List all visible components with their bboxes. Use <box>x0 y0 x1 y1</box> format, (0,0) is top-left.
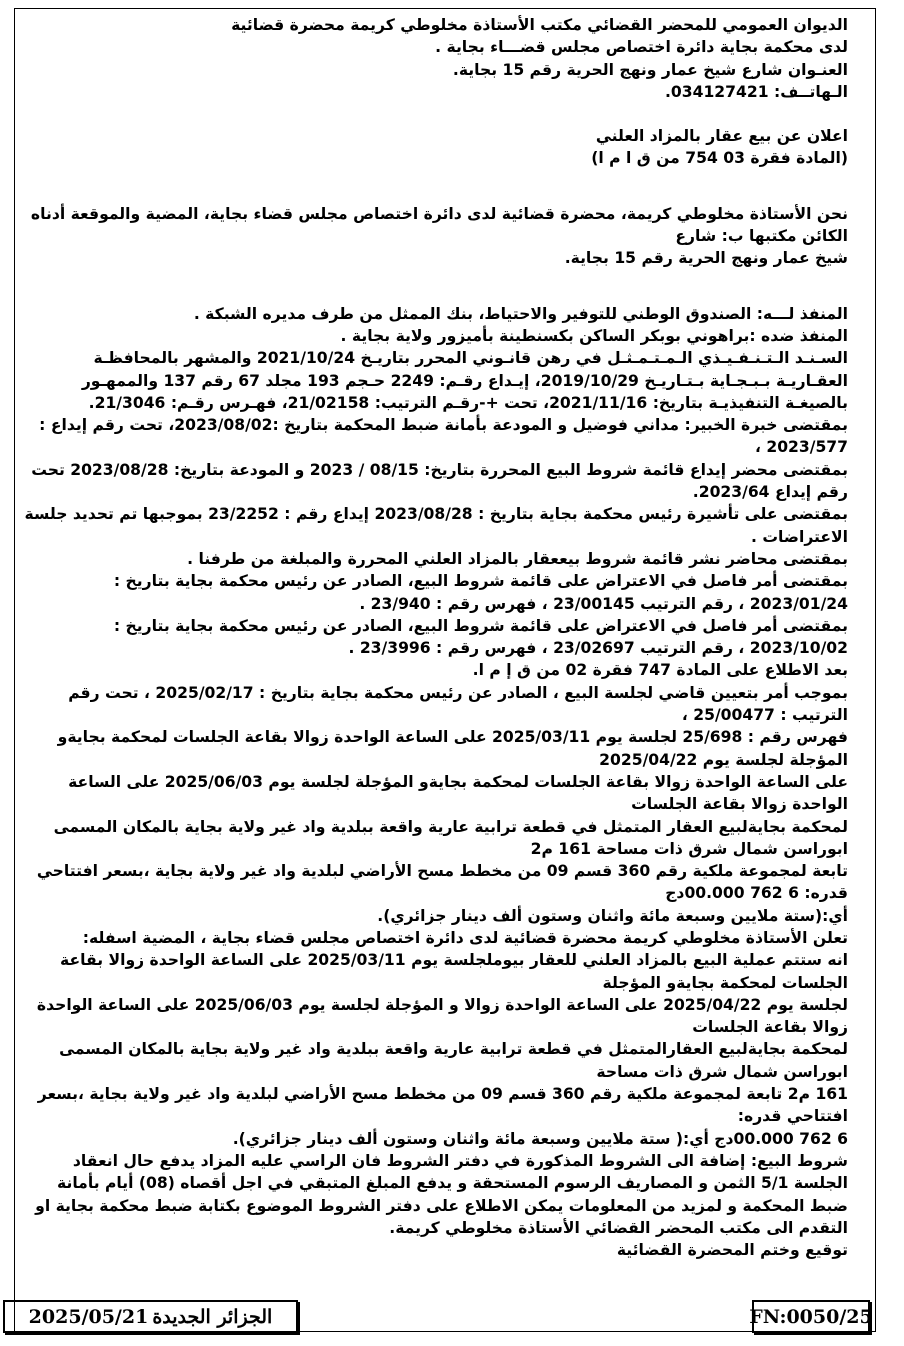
body-paragraph: بمقتضى خبرة الخبير: مداني فوضيل و المودعة بأمانة ضبط المحكمة بتاريخ :2023/08/02، تحت رقم إيداع : 2023/577 ، <box>39 416 848 457</box>
body-paragraph: 161 م2 تابعة لمجموعة ملكية رقم 360 قسم 09 من مخطط مسح الأراضي لبلدية واد غير ولاية بجاية ،بسعر افتتاحي قدره: <box>37 1085 848 1126</box>
announcement-article: (المادة فقرة 03 754 من ق ا م ا) <box>591 149 848 168</box>
fn-box <box>749 1300 873 1333</box>
newspaper-name: الجزائر الجديدة <box>152 1305 273 1328</box>
intro-paragraph: نحن الأستاذة مخلوطي كريمة، محضرة قضائية لدى دائرة اختصاص مجلس قضاء بجاية، المضية والموقعة أدناه الكائن مكتبها ب: شارع <box>30 204 848 246</box>
newspaper-box <box>3 1300 298 1333</box>
body-paragraph: بعد الاطلاع على المادة 747 فقرة 02 من ق إ م ا. <box>472 661 848 680</box>
header-line: العنـوان شارع شيخ عمار ونهج الحرية رقم 15 بجاية. <box>452 60 848 79</box>
body-paragraph: تعلن الأستاذة مخلوطي كريمة محضرة قضائية لدى دائرة اختصاص مجلس قضاء بجاية ، المضية اسفله: <box>82 928 848 947</box>
announcement-body <box>22 14 848 1261</box>
body-paragraph: المنفذ ضده :براهوني بوبكر الساكن بكسنطينة بأميزور ولاية بجاية . <box>340 326 848 345</box>
body-paragraph: 6 762 00.000دج أي:( ستة ملايين وسبعة مائة واثنان وستون ألف دينار جزائري). <box>232 1129 848 1148</box>
spacer <box>22 103 848 125</box>
body-paragraph: تابعة لمجموعة ملكية رقم 360 قسم 09 من مخطط مسح الأراضي لبلدية واد غير ولاية بجاية ،بسعر افتتاحي قدره: 6 762 00.000دج <box>36 862 848 903</box>
body-paragraph: انه ستتم عملية البيع بالمزاد العلني للعقار بيوملجلسة يوم 2025/03/11 على الساعة الواحدة زوالا بقاعة الجلسات لمحكمة بجايةو المؤجلة <box>60 951 848 992</box>
body-paragraph: بمقتضى أمر فاصل في الاعتراض على قائمة شروط البيع، الصادر عن رئيس محكمة بجاية بتاريخ : 2023/01/24 ، رقم الترتيب 23/00145 ، فهرس رقم : 23/940 . <box>113 572 848 613</box>
body-paragraph: بمقتضى على تأشيرة رئيس محكمة بجاية بتاريخ : 2023/08/28 إيداع رقم : 23/2252 بموجبها تم تحديد جلسة الاعتراضات . <box>24 505 848 546</box>
header-line: لدى محكمة بجاية دائرة اختصاص مجلس قضـــاء بجاية . <box>435 38 848 57</box>
spacer <box>22 170 848 203</box>
body-paragraph: أي:(ستة ملايين وسبعة مائة واثنان وستون ألف دينار جزائري). <box>377 906 848 925</box>
body-paragraph: بمقتضى أمر فاصل في الاعتراض على قائمة شروط البيع، الصادر عن رئيس محكمة بجاية بتاريخ : 2023/10/02 ، رقم الترتيب 23/02697 ، فهرس رقم : 23/3996 . <box>113 616 848 658</box>
body-paragraph: لجلسة يوم 2025/04/22 على الساعة الواحدة زوالا و المؤجلة لجلسة يوم 2025/06/03 على الساعة الواحدة زوالا بقاعة الجلسات <box>36 995 848 1037</box>
spacer <box>22 270 848 303</box>
signature-line: توقيع وختم المحضرة القضائية <box>616 1241 848 1260</box>
body-paragraph: السـنـد الـتـنـفـيـذي الـمـتـمـثـل في رهن قانـوني المحرر بتاريـخ 2021/10/24 والمشهر بالمحافظـة العقـاريـة بـبـجـاية بـتـاريـخ 2019/10/29، إيـداع رقـم: 2249 حـجم 193 مجلد 67 رقم 137 والممهـور بالصيغـة التنفيذيـة بتاريخ: 2021/11/16، تحت +-رقـم الترتيب: 21/02158، فهـرس رقـم: 21/3046. <box>81 349 848 412</box>
body-paragraph: بمقتضى محضر إيداع قائمة شروط البيع المحررة بتاريخ: 08/15 / 2023 و المودعة بتاريخ: 2023/08/28 تحت رقم إيداع 2023/64. <box>31 460 848 502</box>
sale-conditions: شروط البيع: إضافة الى الشروط المذكورة في دفتر الشروط فان الراسي عليه المزاد يدفع حال انعقاد الجلسة 5/1 الثمن و المصاريف الرسوم المستحقة و يدفع المبلغ المتبقي في اجل أقصاه (08) أيام بأمانة ضبط المحكمة و لمزيد من المعلومات يمكن الاطلاع على دفتر الشروط الموضوع بكتابة ضبط محكمة بجاية او التقدم الى مكتب المحضر القضائي الأستاذة مخلوطي كريمة. <box>35 1151 848 1237</box>
body-paragraph: المنفذ لـــه: الصندوق الوطني للتوفير والاحتياط، بنك الممثل من طرف مديره الشبكة . <box>193 304 848 323</box>
header-line: الديوان العمومي للمحضر القضائي مكتب الأستاذة مخلوطي كريمة محضرة قضائية <box>231 16 848 34</box>
intro-paragraph: شيخ عمار ونهج الحرية رقم 15 بجاية. <box>564 249 848 268</box>
body-paragraph: فهرس رقم : 25/698 لجلسة يوم 2025/03/11 على الساعة الواحدة زوالا بقاعة الجلسات لمحكمة بجايةو المؤجلة لجلسة يوم 2025/04/22 <box>57 728 848 769</box>
header-line: الـهاتــف: 034127421. <box>664 82 848 101</box>
body-paragraph: بمقتضى محاضر نشر قائمة شروط بيععقار بالمزاد العلني المحررة والمبلغة من طرفنا . <box>187 549 848 568</box>
announcement-title: اعلان عن بيع عقار بالمزاد العلني <box>595 127 848 146</box>
body-paragraph: على الساعة الواحدة زوالا بقاعة الجلسات لمحكمة بجايةو المؤجلة لجلسة يوم 2025/06/03 على الساعة الواحدة زوالا بقاعة الجلسات <box>68 772 848 814</box>
fn-number: FN:0050/25 <box>749 1305 873 1328</box>
body-paragraph: لمحكمة بجايةلبيع العقار المتمثل في قطعة ترابية عارية واقعة ببلدية واد غير ولاية بجاية بالمكان المسمى ابوراسن شمال شرق ذات مساحة 161 م2 <box>53 817 848 858</box>
publication-date: 2025/05/21 <box>28 1305 149 1328</box>
body-paragraph: لمحكمة بجايةلبيع العقارالمتمثل في قطعة ترابية عارية واقعة ببلدية واد غير ولاية بجاية بالمكان المسمى ابوراسن شمال شرق ذات مساحة <box>59 1040 848 1081</box>
body-paragraph: بموجب أمر بتعيين قاضي لجلسة البيع ، الصادر عن رئيس محكمة بجاية بتاريخ : 2025/02/17 ، تحت رقم الترتيب : 25/00477 ، <box>68 683 848 725</box>
